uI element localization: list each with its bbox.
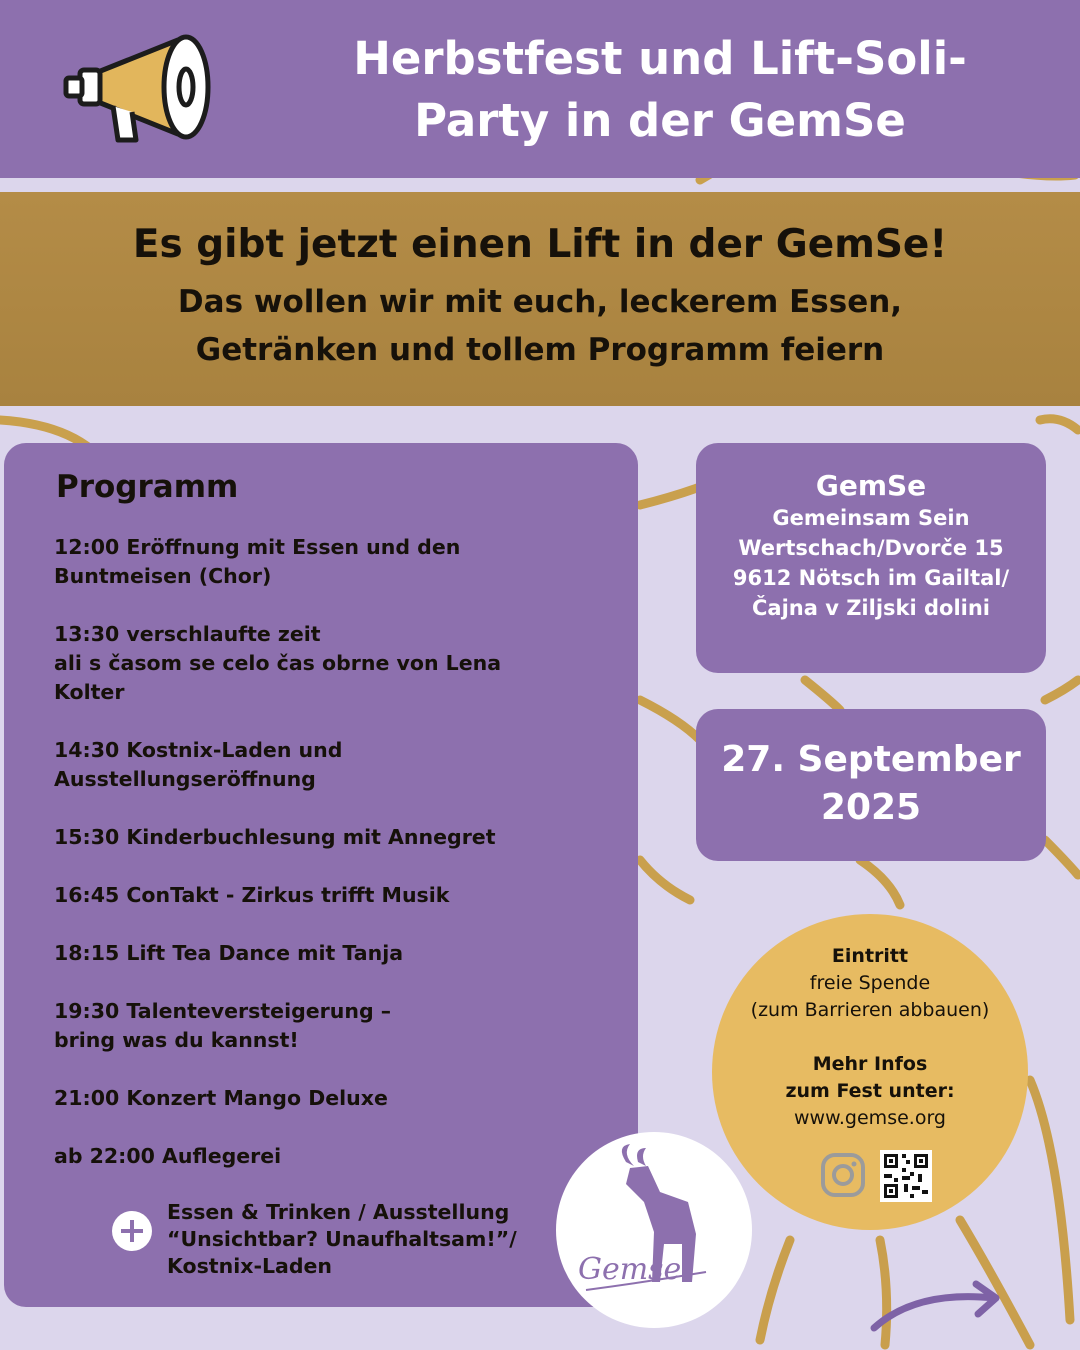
- announcement-headline: Es gibt jetzt einen Lift in der GemSe!: [132, 222, 948, 267]
- venue-line: Wertschach/Dvorče 15: [738, 536, 1004, 560]
- gemse-logo: [556, 1132, 752, 1328]
- program-item: 16:45 ConTakt - Zirkus trifft Musik: [54, 883, 450, 907]
- social-row: [820, 1150, 932, 1202]
- entry-label: Eintritt: [831, 945, 909, 967]
- program-title: Programm: [56, 469, 239, 505]
- more-info-line: Mehr Infos: [812, 1053, 928, 1075]
- subtitle-line-2: Getränken und tollem Programm feiern: [195, 332, 885, 368]
- program-item: 19:30 Talenteversteigerung – bring was du kannst!: [54, 999, 392, 1052]
- more-info-line: zum Fest unter:: [785, 1080, 955, 1102]
- program-item: 12:00 Eröffnung mit Essen und den Buntmeisen (Chor): [54, 535, 461, 588]
- venue-line: 9612 Nötsch im Gailtal/: [732, 566, 1010, 590]
- website-link[interactable]: www.gemse.org: [794, 1107, 946, 1129]
- date-panel: [696, 709, 1046, 861]
- instagram-icon[interactable]: [820, 1152, 866, 1198]
- program-item: ab 22:00 Auflegerei: [54, 1144, 282, 1168]
- program-item: 13:30 verschlaufte zeit ali s časom se celo čas obrne von Lena Kolter: [54, 622, 502, 704]
- subtitle-line-1: Das wollen wir mit euch, leckerem Essen,: [177, 284, 903, 320]
- program-item: 21:00 Konzert Mango Deluxe: [54, 1086, 388, 1110]
- info-badge: [712, 914, 1028, 1230]
- program-panel: [4, 443, 638, 1307]
- date-line-2: 2025: [820, 787, 922, 828]
- announcement-subtitle: [0, 278, 1080, 374]
- arrow-right-icon[interactable]: [866, 1276, 1006, 1340]
- program-extras: Essen & Trinken / Ausstellung “Unsichtbar? Unaufhaltsam!”/ Kostnix-Laden: [167, 1200, 517, 1278]
- venue-name: GemSe: [815, 469, 927, 502]
- title-line-2: Party in der GemSe: [414, 94, 906, 147]
- entry-line: (zum Barrieren abbauen): [750, 999, 990, 1021]
- entry-line: freie Spende: [809, 972, 931, 994]
- program-item: 14:30 Kostnix-Laden und Ausstellungseröffnung: [54, 738, 343, 791]
- program-item: 15:30 Kinderbuchlesung mit Annegret: [54, 825, 496, 849]
- megaphone-icon: [58, 22, 228, 152]
- announcement-banner: [0, 192, 1080, 406]
- chamois-icon: [556, 1132, 752, 1328]
- date-line-1: 27. September: [721, 739, 1021, 780]
- logo-text: Gemse: [578, 1252, 682, 1287]
- venue-panel: [696, 443, 1046, 673]
- program-item: 18:15 Lift Tea Dance mit Tanja: [54, 941, 404, 965]
- venue-line: Gemeinsam Sein: [772, 506, 970, 530]
- page-title: [290, 28, 1030, 152]
- title-line-1: Herbstfest und Lift-Soli-: [353, 32, 967, 85]
- qr-code-icon[interactable]: [880, 1150, 932, 1202]
- plus-icon: [112, 1211, 152, 1251]
- venue-line: Čajna v Ziljski dolini: [751, 596, 990, 620]
- program-list: [54, 533, 614, 1200]
